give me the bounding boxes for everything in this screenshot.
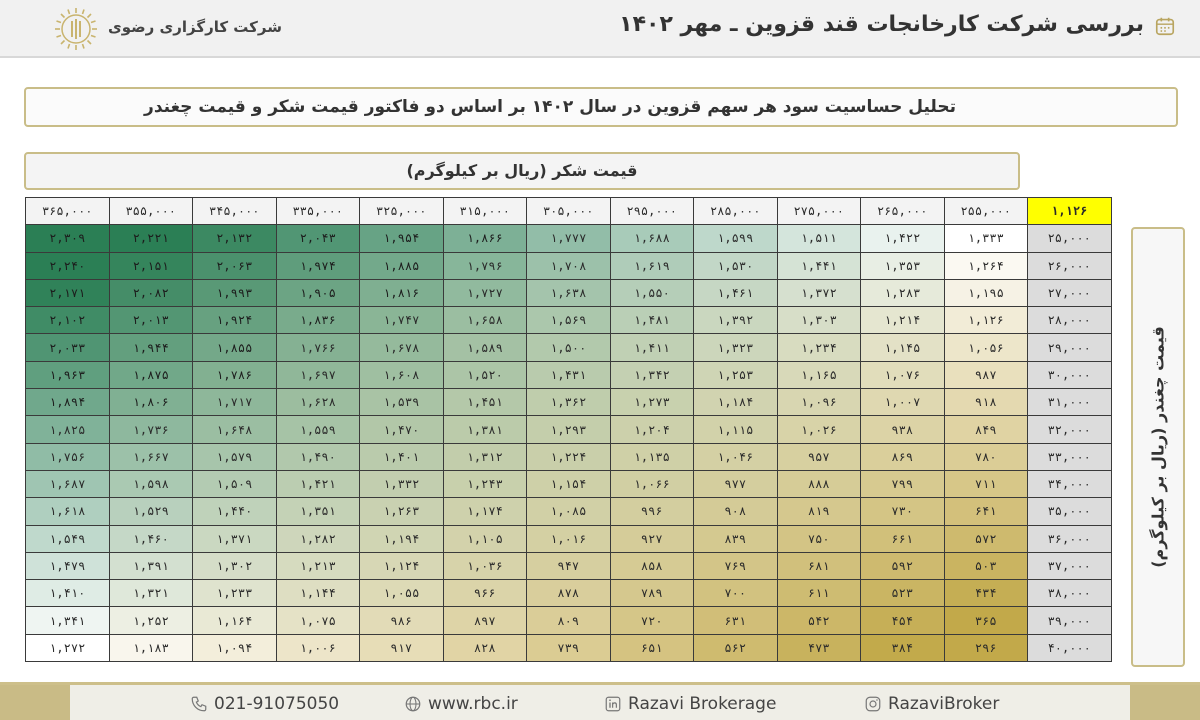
eps-cell: ۱,۳۰۲ (193, 552, 277, 579)
eps-cell: ۱,۶۶۷ (109, 443, 193, 470)
eps-cell: ۱,۰۰۶ (276, 634, 360, 661)
eps-cell: ۱,۹۵۴ (360, 225, 444, 252)
eps-cell: ۴۳۴ (944, 580, 1028, 607)
eps-cell: ۱,۵۰۰ (527, 334, 611, 361)
eps-cell: ۱,۷۰۸ (527, 252, 611, 279)
eps-cell: ۱,۱۳۵ (610, 443, 694, 470)
eps-cell: ۱,۵۱۱ (777, 225, 861, 252)
beet-price-header: ۲۶,۰۰۰ (1028, 252, 1112, 279)
eps-cell: ۱,۶۱۹ (610, 252, 694, 279)
eps-cell: ۱,۲۶۳ (360, 498, 444, 525)
instagram-icon (864, 695, 882, 713)
eps-cell: ۱,۱۲۶ (944, 307, 1028, 334)
beet-price-header: ۲۸,۰۰۰ (1028, 307, 1112, 334)
eps-cell: ۱,۳۴۱ (26, 607, 110, 634)
eps-cell: ۷۸۹ (610, 580, 694, 607)
eps-cell: ۹۹۶ (610, 498, 694, 525)
beet-price-header: ۳۴,۰۰۰ (1028, 470, 1112, 497)
eps-cell: ۱,۵۳۹ (360, 389, 444, 416)
phone-text: 021-91075050 (214, 694, 340, 714)
eps-cell: ۱,۷۱۷ (193, 389, 277, 416)
eps-cell: ۱,۵۹۸ (109, 470, 193, 497)
eps-cell: ۲,۰۶۳ (193, 252, 277, 279)
eps-cell: ۱,۱۸۳ (109, 634, 193, 661)
eps-cell: ۱,۷۶۶ (276, 334, 360, 361)
beet-price-header: ۳۵,۰۰۰ (1028, 498, 1112, 525)
eps-cell: ۹۶۶ (443, 580, 527, 607)
eps-cell: ۵۲۳ (861, 580, 945, 607)
beet-price-axis-label: قیمت چغندر (ریال بر کیلوگرم) (1148, 326, 1168, 568)
eps-cell: ۱,۳۹۲ (694, 307, 778, 334)
eps-cell: ۱,۷۷۷ (527, 225, 611, 252)
beet-price-header: ۲۵,۰۰۰ (1028, 225, 1112, 252)
table-row (26, 470, 1112, 497)
eps-cell: ۱,۸۹۴ (26, 389, 110, 416)
header-bar (0, 0, 1200, 58)
eps-cell: ۱,۰۷۵ (276, 607, 360, 634)
eps-cell: ۲,۱۷۱ (26, 279, 110, 306)
eps-cell: ۱,۲۵۳ (694, 361, 778, 388)
eps-cell: ۱,۵۳۰ (694, 252, 778, 279)
eps-cell: ۱,۷۴۷ (360, 307, 444, 334)
eps-cell: ۱,۱۴۵ (861, 334, 945, 361)
eps-cell: ۲,۱۵۱ (109, 252, 193, 279)
eps-cell: ۱,۲۷۳ (610, 389, 694, 416)
table-row (26, 389, 1112, 416)
eps-cell: ۱,۸۵۵ (193, 334, 277, 361)
eps-cell: ۹۸۷ (944, 361, 1028, 388)
eps-cell: ۸۹۷ (443, 607, 527, 634)
table-row (26, 279, 1112, 306)
eps-cell: ۱,۴۱۰ (26, 580, 110, 607)
eps-cell: ۱,۲۹۳ (527, 416, 611, 443)
eps-cell: ۱,۸۷۵ (109, 361, 193, 388)
beet-price-header: ۴۰,۰۰۰ (1028, 634, 1112, 661)
beet-price-header: ۳۹,۰۰۰ (1028, 607, 1112, 634)
eps-cell: ۱,۳۲۳ (694, 334, 778, 361)
eps-cell: ۱,۸۸۵ (360, 252, 444, 279)
eps-cell: ۱,۲۱۴ (861, 307, 945, 334)
eps-cell: ۵۰۳ (944, 552, 1028, 579)
eps-cell: ۱,۰۱۶ (527, 525, 611, 552)
table-row (26, 361, 1112, 388)
brand-name: شرکت کارگزاری رضوی (108, 18, 282, 36)
sugar-price-header: ۲۷۵,۰۰۰ (777, 198, 861, 225)
eps-cell: ۱,۱۰۵ (443, 525, 527, 552)
eps-cell: ۱,۰۵۶ (944, 334, 1028, 361)
eps-cell: ۱,۷۲۷ (443, 279, 527, 306)
eps-cell: ۹۸۶ (360, 607, 444, 634)
eps-cell: ۱,۶۵۸ (443, 307, 527, 334)
sugar-price-header: ۲۶۵,۰۰۰ (861, 198, 945, 225)
footer-right-accent (1130, 685, 1200, 720)
eps-cell: ۱,۶۲۸ (276, 389, 360, 416)
eps-cell: ۶۸۱ (777, 552, 861, 579)
eps-cell: ۳۶۵ (944, 607, 1028, 634)
eps-cell: ۵۷۲ (944, 525, 1028, 552)
sugar-price-header: ۳۴۵,۰۰۰ (193, 198, 277, 225)
eps-cell: ۱,۶۱۸ (26, 498, 110, 525)
eps-cell: ۱,۸۱۶ (360, 279, 444, 306)
eps-cell: ۱,۱۹۴ (360, 525, 444, 552)
eps-cell: ۱,۰۵۵ (360, 580, 444, 607)
sugar-price-header: ۲۹۵,۰۰۰ (610, 198, 694, 225)
eps-cell: ۱,۶۰۸ (360, 361, 444, 388)
eps-cell: ۱,۱۶۵ (777, 361, 861, 388)
eps-cell: ۹۲۷ (610, 525, 694, 552)
eps-cell: ۷۱۱ (944, 470, 1028, 497)
table-row (26, 443, 1112, 470)
eps-cell: ۱,۲۸۲ (276, 525, 360, 552)
eps-cell: ۲,۱۳۲ (193, 225, 277, 252)
eps-cell: ۷۲۰ (610, 607, 694, 634)
globe-icon (404, 695, 422, 713)
eps-cell: ۱,۲۶۴ (944, 252, 1028, 279)
eps-cell: ۱,۲۵۲ (109, 607, 193, 634)
eps-cell: ۱,۹۰۵ (276, 279, 360, 306)
beet-price-header: ۳۸,۰۰۰ (1028, 580, 1112, 607)
eps-cell: ۱,۹۹۳ (193, 279, 277, 306)
eps-cell: ۱,۳۸۱ (443, 416, 527, 443)
footer-website[interactable] (404, 692, 518, 716)
eps-cell: ۱,۰۴۶ (694, 443, 778, 470)
eps-cell: ۱,۴۷۹ (26, 552, 110, 579)
eps-cell: ۱,۱۵۴ (527, 470, 611, 497)
table-row (26, 307, 1112, 334)
eps-cell: ۱,۵۵۰ (610, 279, 694, 306)
eps-cell: ۱,۵۲۹ (109, 498, 193, 525)
eps-cell: ۲,۰۸۲ (109, 279, 193, 306)
eps-cell: ۲,۲۲۱ (109, 225, 193, 252)
eps-cell: ۱,۶۹۷ (276, 361, 360, 388)
base-eps-cell: ۱,۱۲۶ (1028, 198, 1112, 225)
beet-price-header: ۳۱,۰۰۰ (1028, 389, 1112, 416)
eps-cell: ۱,۱۱۵ (694, 416, 778, 443)
eps-cell: ۱,۴۲۱ (276, 470, 360, 497)
eps-cell: ۱,۳۳۳ (944, 225, 1028, 252)
eps-cell: ۱,۳۰۳ (777, 307, 861, 334)
eps-cell: ۹۱۸ (944, 389, 1028, 416)
instagram-text: RazaviBroker (888, 694, 1000, 714)
footer-bar (0, 682, 1200, 720)
eps-cell: ۷۳۰ (861, 498, 945, 525)
eps-cell: ۲,۱۰۲ (26, 307, 110, 334)
beet-price-header: ۲۷,۰۰۰ (1028, 279, 1112, 306)
eps-cell: ۶۶۱ (861, 525, 945, 552)
phone-icon (190, 695, 208, 713)
eps-cell: ۱,۳۵۱ (276, 498, 360, 525)
eps-cell: ۱,۳۶۲ (527, 389, 611, 416)
beet-price-header: ۳۶,۰۰۰ (1028, 525, 1112, 552)
eps-cell: ۲۹۶ (944, 634, 1028, 661)
footer-instagram[interactable] (864, 692, 999, 716)
eps-cell: ۱,۱۸۴ (694, 389, 778, 416)
eps-cell: ۱,۴۸۱ (610, 307, 694, 334)
sugar-price-header: ۳۶۵,۰۰۰ (26, 198, 110, 225)
footer-left-accent (0, 685, 70, 720)
eps-cell: ۱,۱۹۵ (944, 279, 1028, 306)
beet-price-header: ۲۹,۰۰۰ (1028, 334, 1112, 361)
sugar-price-header: ۲۵۵,۰۰۰ (944, 198, 1028, 225)
eps-cell: ۷۳۹ (527, 634, 611, 661)
eps-cell: ۱,۷۹۶ (443, 252, 527, 279)
eps-cell: ۱,۸۲۵ (26, 416, 110, 443)
eps-cell: ۱,۱۷۴ (443, 498, 527, 525)
eps-cell: ۱,۳۵۳ (861, 252, 945, 279)
eps-cell: ۷۶۹ (694, 552, 778, 579)
eps-cell: ۴۷۳ (777, 634, 861, 661)
eps-cell: ۶۳۱ (694, 607, 778, 634)
eps-cell: ۱,۹۶۳ (26, 361, 110, 388)
eps-cell: ۱,۲۳۳ (193, 580, 277, 607)
eps-cell: ۷۹۹ (861, 470, 945, 497)
eps-cell: ۱,۶۴۸ (193, 416, 277, 443)
eps-cell: ۱,۲۷۲ (26, 634, 110, 661)
eps-cell: ۱,۳۱۲ (443, 443, 527, 470)
eps-cell: ۲,۰۱۳ (109, 307, 193, 334)
eps-cell: ۸۵۸ (610, 552, 694, 579)
table-row (26, 498, 1112, 525)
eps-cell: ۱,۴۴۱ (777, 252, 861, 279)
eps-cell: ۱,۹۲۴ (193, 307, 277, 334)
eps-cell: ۱,۱۲۴ (360, 552, 444, 579)
eps-cell: ۱,۰۳۶ (443, 552, 527, 579)
table-row (26, 252, 1112, 279)
sugar-price-header: ۳۲۵,۰۰۰ (360, 198, 444, 225)
eps-cell: ۱,۳۲۱ (109, 580, 193, 607)
beet-price-header: ۳۳,۰۰۰ (1028, 443, 1112, 470)
eps-cell: ۱,۵۲۰ (443, 361, 527, 388)
eps-cell: ۲,۰۳۳ (26, 334, 110, 361)
eps-cell: ۱,۴۹۰ (276, 443, 360, 470)
eps-cell: ۱,۴۶۱ (694, 279, 778, 306)
sensitivity-table (25, 197, 1112, 662)
eps-cell: ۱,۰۷۶ (861, 361, 945, 388)
eps-cell: ۱,۲۲۴ (527, 443, 611, 470)
eps-cell: ۱,۵۵۹ (276, 416, 360, 443)
eps-cell: ۸۱۹ (777, 498, 861, 525)
page-title: بررسی شرکت کارخانجات قند قزوین ـ مهر ۱۴۰۲ (619, 12, 1144, 37)
eps-cell: ۸۶۹ (861, 443, 945, 470)
eps-cell: ۹۳۸ (861, 416, 945, 443)
eps-cell: ۱,۴۲۲ (861, 225, 945, 252)
website-text: www.rbc.ir (428, 694, 518, 714)
eps-cell: ۱,۲۰۴ (610, 416, 694, 443)
eps-cell: ۱,۸۰۶ (109, 389, 193, 416)
eps-cell: ۱,۷۳۶ (109, 416, 193, 443)
eps-cell: ۱,۰۹۴ (193, 634, 277, 661)
eps-cell: ۱,۴۴۰ (193, 498, 277, 525)
table-row (26, 334, 1112, 361)
sugar-price-header: ۲۸۵,۰۰۰ (694, 198, 778, 225)
eps-cell: ۲,۰۴۳ (276, 225, 360, 252)
eps-cell: ۱,۰۶۶ (610, 470, 694, 497)
beet-price-header: ۳۲,۰۰۰ (1028, 416, 1112, 443)
eps-cell: ۱,۰۸۵ (527, 498, 611, 525)
table-row (26, 225, 1112, 252)
eps-cell: ۱,۴۵۱ (443, 389, 527, 416)
eps-cell: ۱,۳۴۲ (610, 361, 694, 388)
eps-cell: ۱,۴۳۱ (527, 361, 611, 388)
eps-cell: ۸۴۹ (944, 416, 1028, 443)
eps-cell: ۷۸۰ (944, 443, 1028, 470)
eps-cell: ۹۷۷ (694, 470, 778, 497)
eps-cell: ۱,۴۰۱ (360, 443, 444, 470)
footer-linkedin[interactable] (604, 692, 776, 716)
eps-cell: ۴۵۴ (861, 607, 945, 634)
eps-cell: ۱,۱۴۴ (276, 580, 360, 607)
eps-cell: ۶۱۱ (777, 580, 861, 607)
linkedin-text: Razavi Brokerage (628, 694, 777, 714)
sugar-price-header: ۳۳۵,۰۰۰ (276, 198, 360, 225)
eps-cell: ۱,۳۷۱ (193, 525, 277, 552)
eps-cell: ۱,۵۹۹ (694, 225, 778, 252)
eps-cell: ۱,۰۰۷ (861, 389, 945, 416)
beet-price-header: ۳۰,۰۰۰ (1028, 361, 1112, 388)
sugar-price-header: ۳۵۵,۰۰۰ (109, 198, 193, 225)
eps-cell: ۸۷۸ (527, 580, 611, 607)
linkedin-icon (604, 695, 622, 713)
footer-phone[interactable] (190, 692, 339, 716)
beet-price-axis-label-box (1131, 227, 1185, 667)
eps-cell: ۱,۲۳۴ (777, 334, 861, 361)
table-row (26, 580, 1112, 607)
beet-price-header: ۳۷,۰۰۰ (1028, 552, 1112, 579)
eps-cell: ۱,۰۲۶ (777, 416, 861, 443)
eps-cell: ۱,۳۳۲ (360, 470, 444, 497)
eps-cell: ۷۰۰ (694, 580, 778, 607)
eps-cell: ۱,۲۱۳ (276, 552, 360, 579)
eps-cell: ۱,۵۰۹ (193, 470, 277, 497)
eps-cell: ۶۵۱ (610, 634, 694, 661)
eps-cell: ۱,۸۶۶ (443, 225, 527, 252)
eps-cell: ۱,۴۶۰ (109, 525, 193, 552)
eps-cell: ۱,۹۴۴ (109, 334, 193, 361)
eps-cell: ۹۰۸ (694, 498, 778, 525)
eps-cell: ۱,۵۸۹ (443, 334, 527, 361)
eps-cell: ۱,۹۷۴ (276, 252, 360, 279)
eps-cell: ۹۵۷ (777, 443, 861, 470)
eps-cell: ۱,۳۹۱ (109, 552, 193, 579)
table-row (26, 525, 1112, 552)
eps-cell: ۸۳۹ (694, 525, 778, 552)
eps-cell: ۱,۷۸۶ (193, 361, 277, 388)
calendar-icon (1154, 15, 1176, 37)
eps-cell: ۱,۴۱۱ (610, 334, 694, 361)
eps-cell: ۲,۳۰۹ (26, 225, 110, 252)
eps-cell: ۱,۶۸۷ (26, 470, 110, 497)
sugar-price-header: ۳۰۵,۰۰۰ (527, 198, 611, 225)
table-header-row (26, 198, 1112, 225)
eps-cell: ۹۴۷ (527, 552, 611, 579)
eps-cell: ۱,۶۸۸ (610, 225, 694, 252)
eps-cell: ۱,۶۳۸ (527, 279, 611, 306)
eps-cell: ۳۸۴ (861, 634, 945, 661)
sugar-price-axis-label: قیمت شکر (ریال بر کیلوگرم) (24, 152, 1020, 190)
table-row (26, 552, 1112, 579)
eps-cell: ۱,۶۷۸ (360, 334, 444, 361)
eps-cell: ۱,۰۹۶ (777, 389, 861, 416)
eps-cell: ۱,۲۸۳ (861, 279, 945, 306)
eps-cell: ۵۹۲ (861, 552, 945, 579)
eps-cell: ۱,۵۴۹ (26, 525, 110, 552)
table-row (26, 416, 1112, 443)
eps-cell: ۶۴۱ (944, 498, 1028, 525)
eps-cell: ۱,۱۶۴ (193, 607, 277, 634)
eps-cell: ۱,۴۷۰ (360, 416, 444, 443)
eps-cell: ۸۸۸ (777, 470, 861, 497)
eps-cell: ۵۶۲ (694, 634, 778, 661)
brand-logo-icon (54, 7, 98, 51)
eps-cell: ۵۴۲ (777, 607, 861, 634)
eps-cell: ۸۰۹ (527, 607, 611, 634)
eps-cell: ۱,۵۷۹ (193, 443, 277, 470)
eps-cell: ۲,۲۴۰ (26, 252, 110, 279)
sugar-price-header: ۳۱۵,۰۰۰ (443, 198, 527, 225)
eps-cell: ۱,۸۳۶ (276, 307, 360, 334)
eps-cell: ۹۱۷ (360, 634, 444, 661)
table-row (26, 607, 1112, 634)
eps-cell: ۱,۲۴۳ (443, 470, 527, 497)
eps-cell: ۷۵۰ (777, 525, 861, 552)
eps-cell: ۱,۳۷۲ (777, 279, 861, 306)
table-row (26, 634, 1112, 661)
section-title: تحلیل حساسیت سود هر سهم قزوین در سال ۱۴۰۲ بر اساس دو فاکتور قیمت شکر و قیمت چغندر (24, 87, 1178, 127)
eps-cell: ۱,۷۵۶ (26, 443, 110, 470)
eps-cell: ۱,۵۶۹ (527, 307, 611, 334)
eps-cell: ۸۲۸ (443, 634, 527, 661)
